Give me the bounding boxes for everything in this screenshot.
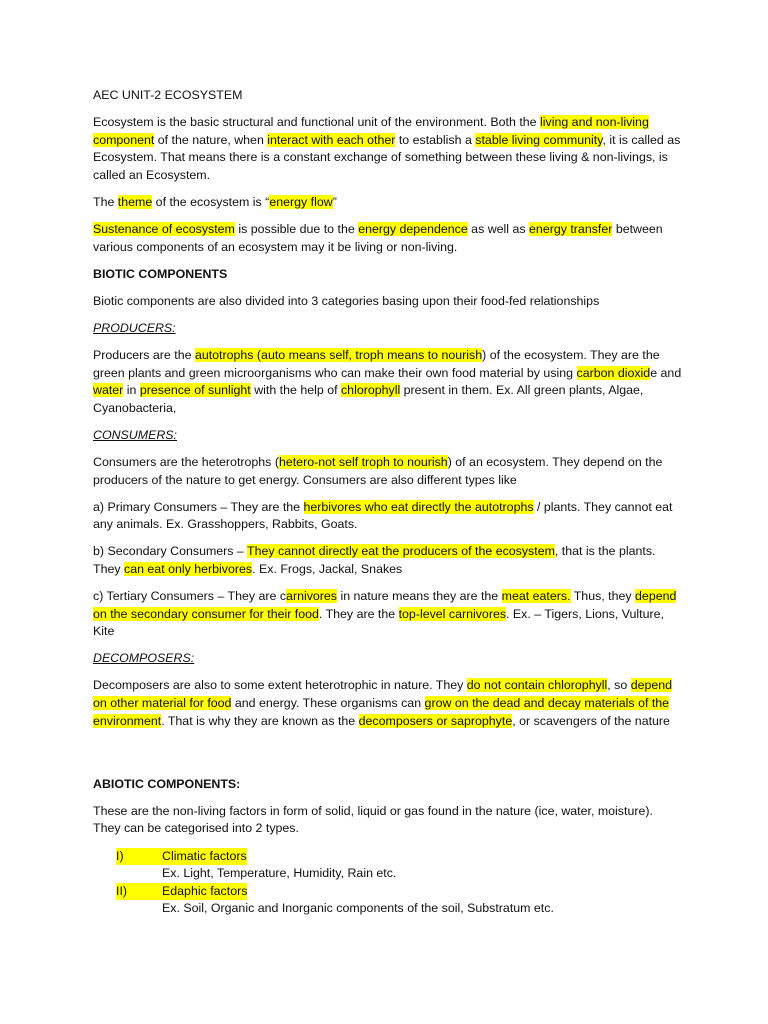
text-run: c) Tertiary Consumers – They are c bbox=[93, 589, 287, 604]
document-title: AEC UNIT-2 ECOSYSTEM bbox=[93, 88, 243, 102]
text-run: ” bbox=[332, 194, 337, 209]
highlight: water bbox=[93, 383, 124, 398]
text-run: present in them. Ex. All green plants, Algae, Cyanobacteria, bbox=[93, 383, 644, 415]
decomposers-heading bbox=[93, 650, 683, 668]
text-run: The bbox=[93, 194, 118, 209]
text-run: Consumers are the heterotrophs ( bbox=[93, 455, 279, 469]
list-number: II) bbox=[116, 883, 162, 901]
consumers-heading bbox=[93, 427, 683, 445]
text-run: of the nature, when bbox=[154, 132, 268, 147]
highlight: energy flow bbox=[269, 194, 333, 209]
text-run: . They are the bbox=[318, 606, 399, 621]
producers-heading bbox=[93, 320, 683, 338]
highlight: autotrophs (auto means self, troph means to nourish bbox=[194, 348, 483, 363]
highlight: depend on the secondary consumer for their food bbox=[93, 589, 677, 621]
highlight: depend on other material for food bbox=[93, 678, 673, 711]
list-example: Ex. Light, Temperature, Humidity, Rain etc. bbox=[162, 866, 397, 881]
text-run: b) Secondary Consumers – bbox=[93, 544, 248, 559]
highlight: theme bbox=[117, 194, 153, 209]
highlight: decomposers or saprophyte bbox=[358, 713, 513, 728]
highlight: herbivores who eat directly the autotrophs bbox=[303, 499, 534, 514]
heading-text: PRODUCERS: bbox=[93, 320, 176, 335]
list-example: Ex. Soil, Organic and Inorganic components of the soil, Substratum etc. bbox=[162, 901, 554, 916]
text-run: Ecosystem is the basic structural and functional unit of the environment. Both the bbox=[93, 115, 540, 130]
primary-consumers bbox=[93, 499, 683, 534]
text-run: is possible due to the bbox=[234, 222, 359, 237]
highlight: energy dependence bbox=[358, 222, 468, 237]
secondary-consumers bbox=[93, 543, 683, 578]
producers-paragraph bbox=[93, 347, 683, 417]
text-run: , it is called as Ecosystem. That means there is a constant exchange of something between these living & non-livings, is called an Ecosystem. bbox=[93, 132, 681, 182]
highlight: chlorophyll bbox=[340, 383, 401, 398]
highlight: presence of sunlight bbox=[139, 383, 251, 398]
highlight: Sustenance of ecosystem bbox=[93, 222, 235, 237]
document-body bbox=[93, 87, 683, 918]
highlight: do not contain chlorophyll bbox=[466, 678, 608, 693]
text-run: and energy. These organisms can bbox=[231, 696, 425, 711]
text-run: , that is the plants. They bbox=[93, 544, 656, 576]
text-run: . That is why they are known as the bbox=[161, 713, 359, 728]
highlight: grow on the dead and decay materials of the environment bbox=[93, 696, 670, 728]
list-label: Climatic factors bbox=[162, 848, 247, 866]
text-run: / plants. They cannot eat any animals. Ex. Grasshoppers, Rabbits, Goats. bbox=[93, 499, 673, 532]
intro-paragraph bbox=[93, 114, 683, 184]
heading-text: DECOMPOSERS: bbox=[93, 651, 195, 666]
text-run: a) Primary Consumers – They are the bbox=[93, 499, 304, 514]
text-run: of the ecosystem is “ bbox=[152, 194, 270, 209]
tertiary-consumers bbox=[93, 588, 683, 641]
highlight: They cannot directly eat the producers of the ecosystem bbox=[247, 544, 555, 559]
text-run: as well as bbox=[467, 222, 530, 237]
text-run: Producers are the bbox=[93, 348, 195, 363]
biotic-heading: BIOTIC COMPONENTS bbox=[93, 266, 228, 281]
theme-paragraph bbox=[93, 194, 683, 212]
text-run: , or scavengers of the nature bbox=[512, 713, 670, 728]
list-label: Edaphic factors bbox=[162, 883, 247, 901]
list-item bbox=[116, 848, 683, 866]
text-run: in nature means they are the bbox=[337, 589, 502, 604]
decomposers-paragraph bbox=[93, 677, 683, 730]
text-run: . Ex. Frogs, Jackal, Snakes bbox=[252, 561, 403, 576]
text-run: with the help of bbox=[250, 383, 341, 398]
biotic-intro: Biotic components are also divided into 3 categories basing upon their food-fed relationships bbox=[93, 293, 600, 308]
highlight: can eat only herbivores bbox=[124, 561, 253, 576]
blank-space bbox=[93, 740, 683, 776]
highlight: hetero-not self troph to nourish bbox=[278, 455, 448, 469]
text-run: , so bbox=[607, 678, 631, 693]
list-number: I) bbox=[116, 848, 162, 866]
text-run: in bbox=[123, 383, 140, 398]
abiotic-factor-list bbox=[116, 848, 683, 918]
heading-text: CONSUMERS: bbox=[93, 427, 177, 442]
sustenance-paragraph bbox=[93, 221, 683, 256]
text-run: Decomposers are also to some extent heterotrophic in nature. They bbox=[93, 678, 467, 693]
text-run: ) of an ecosystem. They depend on the producers of the nature to get energy. Consumers are also different types like bbox=[93, 455, 663, 487]
highlight: living and non-living component bbox=[93, 115, 649, 147]
text-run: to establish a bbox=[395, 132, 476, 147]
text-run: e and bbox=[650, 365, 682, 380]
text-run: Thus, they bbox=[570, 589, 636, 604]
text-run: ) of the ecosystem. They are the green plants and green microorganisms who can make their own food material by using bbox=[93, 348, 660, 380]
highlight: carbon dioxid bbox=[576, 365, 651, 380]
consumers-paragraph bbox=[93, 454, 683, 489]
abiotic-intro: These are the non-living factors in form of solid, liquid or gas found in the nature (ice, water, moisture). They can be categorised into 2 types. bbox=[93, 803, 653, 836]
text-run: between various components of an ecosystem may it be living or non-living. bbox=[93, 222, 663, 254]
abiotic-heading: ABIOTIC COMPONENTS: bbox=[93, 776, 241, 791]
highlight: interact with each other bbox=[267, 132, 396, 147]
text-run: . Ex. – Tigers, Lions, Vulture, Kite bbox=[93, 606, 664, 639]
list-item bbox=[116, 883, 683, 901]
highlight: meat eaters. bbox=[501, 589, 571, 604]
highlight: stable living community bbox=[475, 132, 603, 147]
highlight: top-level carnivores bbox=[398, 606, 507, 621]
highlight: energy transfer bbox=[529, 222, 613, 237]
highlight: arnivores bbox=[286, 589, 338, 604]
